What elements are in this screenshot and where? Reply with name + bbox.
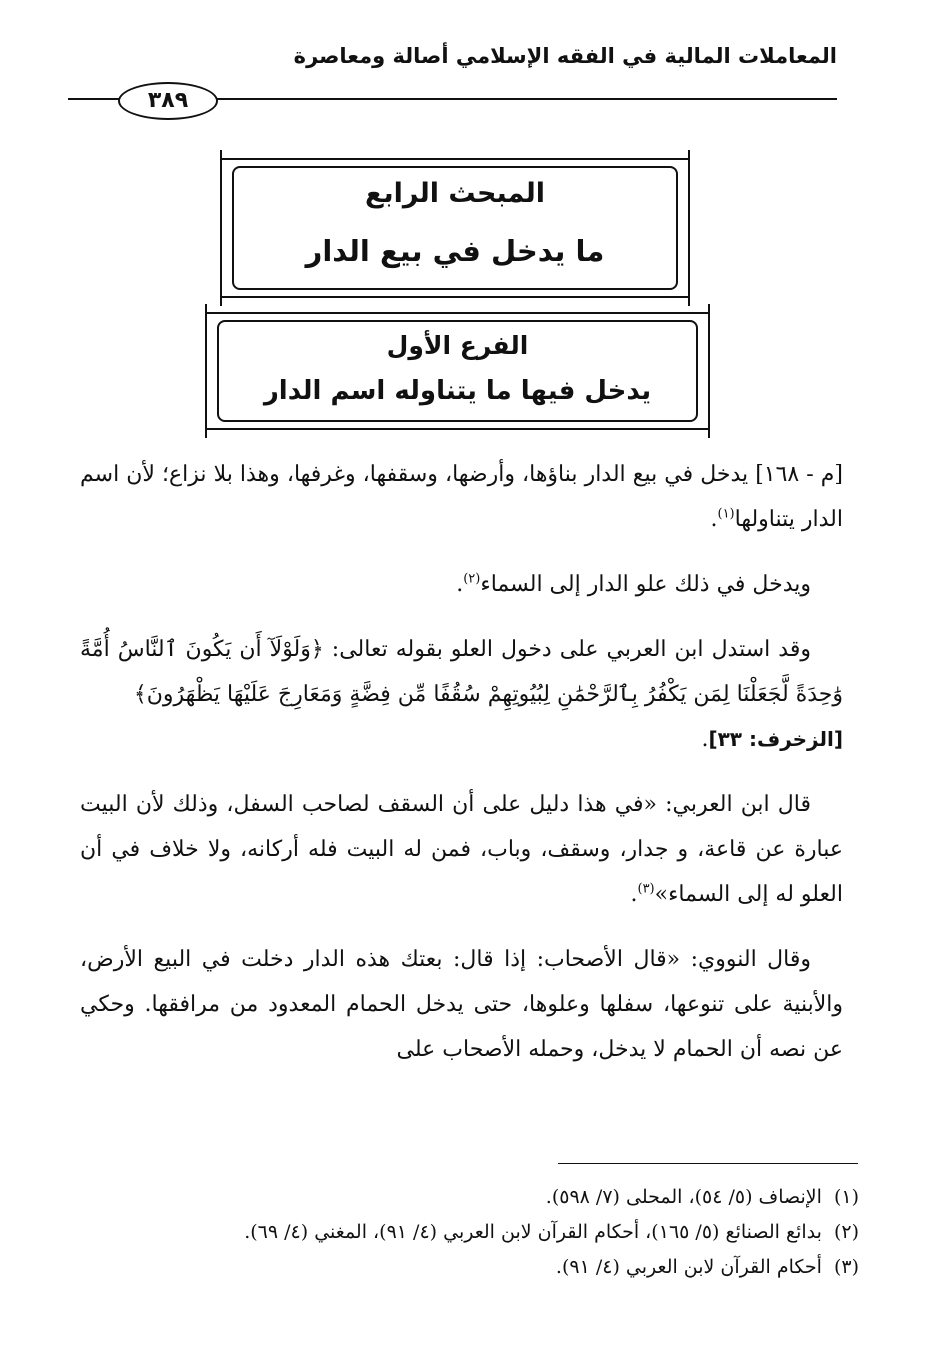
footnote-2-number: (٢) xyxy=(833,1221,859,1243)
footnote-separator xyxy=(558,1163,858,1164)
section-title: المبحث الرابع xyxy=(365,178,545,209)
paragraph-3-text: وقد استدل ابن العربي على دخول العلو بقوله تعالى: xyxy=(323,637,811,662)
branch-title-box xyxy=(205,312,710,430)
branch-box-left-bar xyxy=(205,304,207,438)
footnote-3 xyxy=(80,1250,859,1285)
section-title-box xyxy=(220,158,690,298)
paragraph-5-text: وقال النووي: «قال الأصحاب: إذا قال: بعتك هذه الدار دخلت في البيع الأرض، والأبنية على تنوعها، سفلها وعلوها، حتى يدخل الحمام المعدود من مرافقها. وحكي عن نصه أن الحمام لا يدخل، وحمله الأصحاب على xyxy=(80,947,843,1062)
paragraph-2-tail: . xyxy=(456,572,464,597)
paragraph-2-text: ويدخل في ذلك علو الدار إلى السماء xyxy=(480,572,811,597)
footnote-2 xyxy=(80,1215,859,1250)
section-subtitle: ما يدخل في بيع الدار xyxy=(305,234,605,268)
paragraph-1-tail: . xyxy=(710,507,718,532)
quran-verse: ﴿وَلَوْلَآ أَن يَكُونَ ٱلنَّاسُ أُمَّةً وَٰحِدَةً لَّجَعَلْنَا لِمَن يَكْفُرُ بِٱلرَّحْمَٰنِ لِبُيُوتِهِمْ سُقُفًا مِّن فِضَّةٍ وَمَعَارِجَ عَلَيْهَا يَظْهَرُونَ﴾ xyxy=(80,637,843,707)
footnote-1-text: الإنصاف (٥/ ٥٤)، المحلى (٧/ ٥٩٨). xyxy=(545,1186,822,1208)
footnote-3-number: (٣) xyxy=(833,1256,859,1278)
branch-box-right-bar xyxy=(708,304,710,438)
body-text xyxy=(80,452,843,1072)
paragraph-5 xyxy=(80,937,843,1072)
paragraph-4-text: قال ابن العربي: «في هذا دليل على أن السقف لصاحب السفل، وذلك لأن البيت عبارة عن قاعة، و جدار، وسقف، وباب، فمن له البيت فله أركانه، ولا خلاف في أن العلو له إلى السماء» xyxy=(80,792,843,907)
paragraph-3 xyxy=(80,627,843,762)
footnotes xyxy=(80,1180,859,1285)
footnote-ref-2[interactable]: (٢) xyxy=(463,571,481,587)
footnote-2-text: بدائع الصنائع (٥/ ١٦٥)، أحكام القرآن لابن العربي (٤/ ٩١)، المغني (٤/ ٦٩). xyxy=(244,1221,822,1243)
footnote-3-text: أحكام القرآن لابن العربي (٤/ ٩١). xyxy=(555,1256,822,1278)
paragraph-4-tail: . xyxy=(630,882,638,907)
footnote-ref-3[interactable]: (٣) xyxy=(637,881,655,897)
verse-reference: [الزخرف: ٣٣] xyxy=(708,727,843,751)
page-number: ٣٨٩ xyxy=(118,82,218,120)
branch-subtitle: يدخل فيها ما يتناوله اسم الدار xyxy=(263,376,652,406)
paragraph-4 xyxy=(80,782,843,917)
footnote-1-number: (١) xyxy=(833,1186,859,1208)
running-header: المعاملات المالية في الفقه الإسلامي أصالة ومعاصرة xyxy=(293,44,837,68)
paragraph-3-tail: . xyxy=(701,727,709,752)
paragraph-1 xyxy=(80,452,843,542)
branch-title: الفرع الأول xyxy=(386,331,529,360)
footnote-ref-1[interactable]: (١) xyxy=(717,506,735,522)
footnote-1 xyxy=(80,1180,859,1215)
paragraph-2 xyxy=(80,562,843,607)
paragraph-1-text: [م - ١٦٨] يدخل في بيع الدار بناؤها، وأرضها، وسقفها، وغرفها، وهذا بلا نزاع؛ لأن اسم الدار يتناولها xyxy=(80,462,844,532)
